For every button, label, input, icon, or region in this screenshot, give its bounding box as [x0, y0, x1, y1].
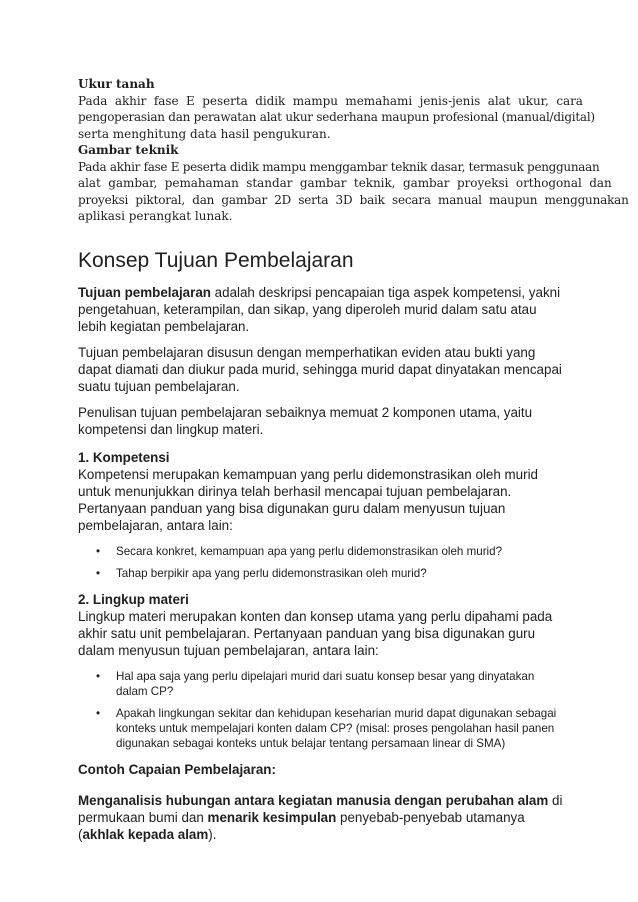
bullet-icon: • — [96, 669, 101, 683]
list-item — [78, 566, 564, 581]
konsep-paragraph-2: Tujuan pembelajaran disusun dengan memperhatikan eviden atau bukti yang dapat diamati dan diukur pada murid, sehingga murid dapat dinyatakan mencapai suatu tujuan pembelajaran. — [78, 344, 562, 394]
ukur-tanah-section — [78, 76, 595, 142]
contoh-bold-2: menarik kesimpulan — [207, 809, 337, 825]
contoh-paragraph — [78, 792, 564, 843]
list-item — [78, 706, 564, 751]
ukur-tanah-line-1: Pada akhir fase E peserta didik mampu memahami jenis-jenis alat ukur, cara — [78, 93, 583, 108]
gambar-teknik-section — [78, 142, 629, 225]
bullet-icon: • — [96, 544, 101, 558]
lingkup-text: Lingkup materi merupakan konten dan konsep utama yang perlu dipahami pada akhir satu unit pembelajaran. Pertanyaan panduan yang bisa digunakan guru dalam menyusun tujuan pembelajaran, antara lain: — [78, 608, 553, 658]
konsep-definition: adalah deskripsi pencapaian tiga aspek kompetensi, yakni pengetahuan, keterampilan, dan sikap, yang diperoleh murid dalam satu atau lebih kegiatan pembelajaran. — [78, 284, 561, 334]
gambar-teknik-line-3: proyeksi piktoral, dan gambar 2D serta 3D baik secara manual maupun menggunakan — [78, 192, 629, 207]
contoh-text-1: di permukaan bumi dan — [78, 792, 563, 825]
lingkup-heading: 2. Lingkup materi — [78, 591, 189, 607]
kompetensi-bullet-list — [78, 544, 564, 581]
lingkup-bullet-list — [78, 669, 564, 751]
contoh-text-3: ). — [208, 826, 217, 842]
gambar-teknik-heading: Gambar teknik — [78, 143, 179, 157]
document-page — [78, 76, 629, 843]
list-item-text: Hal apa saja yang perlu dipelajari murid dari suatu konsep besar yang dinyatakan dalam CP? — [116, 669, 535, 698]
contoh-text-2: penyebab-penyebab utamanya ( — [78, 809, 525, 842]
ukur-tanah-line-3: serta menghitung data hasil pengukuran. — [78, 126, 331, 141]
ukur-tanah-line-2: pengoperasian dan perawatan alat ukur sederhana maupun profesional (manual/digital) — [78, 110, 595, 124]
list-item-text: Tahap berpikir apa yang perlu didemonstrasikan oleh murid? — [116, 566, 427, 580]
list-item-text: Secara konkret, kemampuan apa yang perlu didemonstrasikan oleh murid? — [116, 544, 503, 558]
konsep-title: Konsep Tujuan Pembelajaran — [78, 248, 354, 272]
list-item-text: Apakah lingkungan sekitar dan kehidupan keseharian murid dapat digunakan sebagai konteks untuk mempelajari konten dalam CP? (misal: proses pengolahan hasil panen digunakan sebagai konteks untuk belajar tentang persamaan linear di SMA) — [116, 706, 557, 750]
gambar-teknik-line-4: aplikasi perangkat lunak. — [78, 209, 233, 223]
konsep-term: Tujuan pembelajaran — [78, 284, 211, 300]
list-item — [78, 669, 564, 699]
contoh-heading: Contoh Capaian Pembelajaran: — [78, 761, 276, 777]
contoh-bold-3: akhlak kepada alam — [82, 826, 209, 842]
list-item — [78, 544, 564, 559]
konsep-paragraph-1 — [78, 284, 564, 335]
gambar-teknik-line-2: alat gambar, pemahaman standar gambar teknik, gambar proyeksi orthogonal dan — [78, 176, 612, 190]
ukur-tanah-heading: Ukur tanah — [78, 77, 155, 91]
contoh-bold-1: Menganalisis hubungan antara kegiatan manusia dengan perubahan alam — [78, 792, 549, 808]
gambar-teknik-line-1: Pada akhir fase E peserta didik mampu menggambar teknik dasar, termasuk penggunaan — [78, 159, 600, 174]
kompetensi-text: Kompetensi merupakan kemampuan yang perlu didemonstrasikan oleh murid untuk menunjukkan dirinya telah berhasil mencapai tujuan pembelajaran. Pertanyaan panduan yang bisa digunakan guru dalam menyusun tujuan pembelajaran, antara lain: — [78, 466, 538, 533]
bullet-icon: • — [96, 706, 101, 720]
bullet-icon: • — [96, 566, 101, 580]
kompetensi-heading: 1. Kompetensi — [78, 449, 170, 465]
konsep-paragraph-3: Penulisan tujuan pembelajaran sebaiknya memuat 2 komponen utama, yaitu kompetensi dan lingkup materi. — [78, 404, 533, 437]
